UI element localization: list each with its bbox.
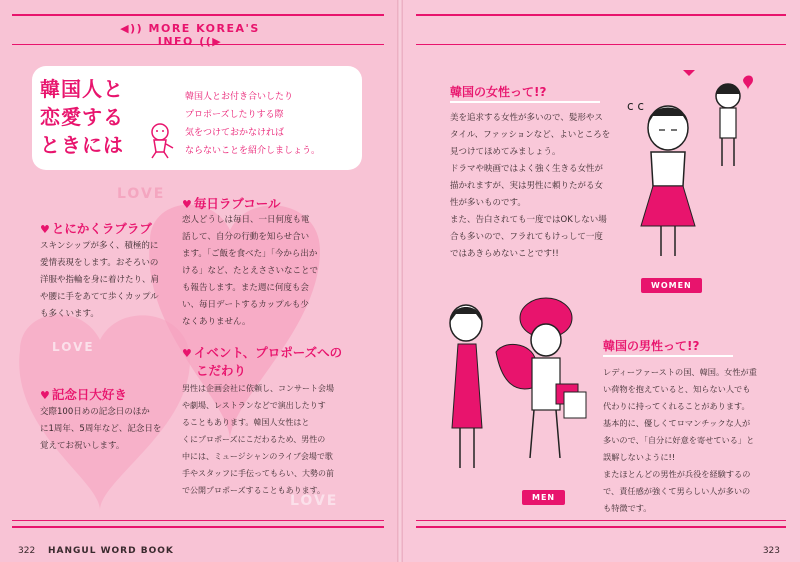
svg-text:c c: c c: [627, 99, 645, 113]
section-body-anniversary: 交際100日めの記念日のほか に1周年、5周年など、記念日を 覚えてお祝いします。: [40, 407, 162, 451]
section-banner: [100, 22, 280, 48]
title-line: ときには: [40, 133, 124, 157]
monkey-illustration: [140, 120, 180, 160]
page-title: [40, 75, 124, 159]
section-body-men: レディーファーストの国、韓国。女性が重 い荷物を抱えていると、知らない人でも 代わりに持ってくれることがあります。 基本的に、優しくてロマンチックな人が 多いので、「自分に好意を寄せている」と 誤解しないように!! またほとんどの男性が兵役を経験するの で、責任感が強くて男らしい人が多いの も特徴です。: [603, 367, 757, 513]
section-heading-women: 韓国の女性って!?: [450, 85, 547, 99]
bottom-rule: [416, 526, 786, 528]
women-tag: WOMEN: [641, 278, 702, 293]
heart-bullet-icon: ♥: [182, 347, 192, 360]
heart-bullet-icon: ♥: [40, 223, 50, 236]
intro-line: 気をつけておかなければ: [185, 128, 285, 138]
heart-bullet-icon: ♥: [182, 198, 192, 211]
section-body-lovey: スキンシップが多く、積極的に 愛情表現をします。おそろいの 洋服や指輪を身に着けたり、肩 や腰に手をあてて歩くカップル も多くいます。: [40, 241, 160, 319]
love-decoration: LOVE: [117, 186, 166, 202]
bottom-rule: [12, 526, 384, 528]
section-heading-lovey: ♥ とにかくラブラブ: [40, 221, 152, 236]
section-heading-men: 韓国の男性って!?: [603, 339, 700, 353]
intro-line: プロポーズしたりする際: [185, 110, 284, 120]
heart-bullet-icon: ♥: [40, 389, 50, 402]
men-tag: MEN: [522, 490, 565, 505]
bottom-rule: [416, 520, 786, 521]
speaker-icon: ◀)): [120, 22, 144, 35]
intro-line: 韓国人とお付き合いしたり: [185, 92, 294, 102]
section-heading-event: ♥ イベント、プロポーズへの こだわり: [182, 345, 343, 378]
intro-line: ならないことを紹介しましょう。: [185, 146, 321, 156]
woman-illustration: [623, 66, 773, 276]
bottom-rule: [12, 520, 384, 521]
top-rule-lower: [416, 44, 786, 45]
section-heading-call: ♥ 毎日ラブコール: [182, 196, 281, 211]
section-body-call: 恋人どうしは毎日、一日何度も電 話して、自分の行動を知らせ合い ます。「ご飯を食べた」「今から出か ける」など、たとえささいなことで も報告します。また週に何度も会 い、毎日デートするカップルも少 なくありません。: [182, 215, 319, 327]
section-body-women: 美を追求する女性が多いので、髪形やス タイル、ファッションなど、よいところを 見つけてほめてみましょう。 ドラマや映画ではよく強く生きる女性が 描かれますが、実は男性に頼りたがる女 性が多いものです。 また、告白されても一度ではOKしない場 合も多いので、フラれてもけっして一度 ではあきらめないことです!!: [450, 113, 611, 259]
book-gutter: [397, 0, 403, 562]
left-page: [0, 0, 398, 562]
section-body-event: 男性は企画会社に依頼し、コンサート会場 や劇場、レストランなどで演出したりす ることもあります。韓国人女性はと くにプロポーズにこだわるため、男性の 中には、ミュージシャンのライブ会場で歌 手やスタッフに手伝ってもらい、大勢の前 で公開プロポーズすることもあります。: [182, 384, 334, 495]
page-number-right: 323: [762, 546, 780, 556]
banner-text: MORE KOREA'S INFO: [148, 22, 260, 48]
top-rule: [12, 14, 384, 16]
couple-illustration: [436, 288, 596, 488]
heading-underline: [603, 355, 733, 357]
love-decoration: LOVE: [290, 493, 339, 509]
title-line: 韓国人と: [40, 77, 124, 101]
book-name: HANGUL WORD BOOK: [48, 546, 174, 556]
intro-text: [185, 88, 355, 160]
right-page: [398, 0, 800, 562]
speaker-icon: ((▶: [199, 35, 223, 48]
top-rule: [416, 14, 786, 16]
page-number-left: 322: [18, 546, 36, 556]
title-line: 恋愛する: [40, 105, 124, 129]
section-heading-anniversary: ♥ 記念日大好き: [40, 387, 127, 402]
love-decoration: LOVE: [52, 340, 95, 354]
heading-underline: [450, 101, 600, 103]
